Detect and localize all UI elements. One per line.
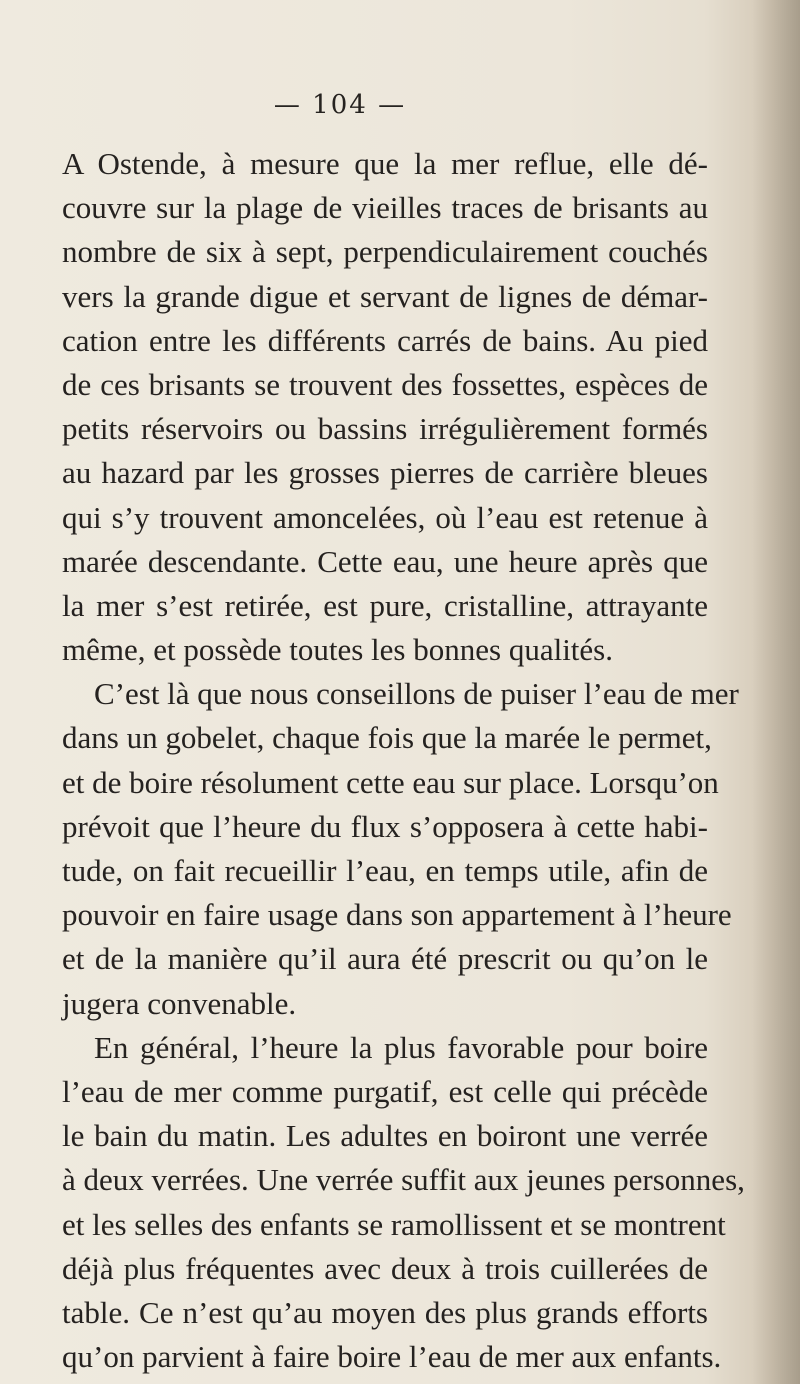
text-line: qui s’y trouvent amoncelées, où l’eau est retenue à bbox=[62, 499, 708, 535]
text-line: petits réservoirs ou bassins irrégulièrement formés bbox=[62, 411, 708, 447]
text-line: jugera convenable. bbox=[62, 985, 297, 1021]
text-line: l’eau de mer comme purgatif, est celle qui précède bbox=[62, 1073, 708, 1109]
page-number: — 104 — bbox=[273, 90, 407, 120]
text-line: couvre sur la plage de vieilles traces de brisants au bbox=[62, 190, 708, 226]
page-edge-shadow bbox=[752, 0, 800, 1384]
text-line: vers la grande digue et servant de lignes de démar- bbox=[62, 278, 708, 314]
text-line: marée descendante. Cette eau, une heure après que bbox=[62, 543, 708, 579]
text-line: et de la manière qu’il aura été prescrit ou qu’on le bbox=[62, 941, 708, 977]
text-line: cation entre les différents carrés de bains. Au pied bbox=[62, 322, 708, 358]
text-line: pouvoir en faire usage dans son appartement à l’heure bbox=[62, 897, 732, 933]
text-line: et les selles des enfants se ramollissent et se montrent bbox=[62, 1206, 726, 1242]
text-line: prévoit que l’heure du flux s’opposera à cette habi- bbox=[62, 808, 708, 844]
text-line: A Ostende, à mesure que la mer reflue, elle dé- bbox=[62, 146, 708, 181]
paragraph-1 bbox=[62, 142, 708, 672]
text-line: la mer s’est retirée, est pure, cristalline, attrayante bbox=[62, 587, 708, 623]
text-line: le bain du matin. Les adultes en boiront une verrée bbox=[62, 1118, 708, 1154]
text-line: et de boire résolument cette eau sur place. Lorsqu’on bbox=[62, 764, 719, 800]
paragraph-3 bbox=[62, 1026, 745, 1380]
text-line: En général, l’heure la plus favorable pour boire bbox=[94, 1029, 708, 1065]
text-line: tude, on fait recueillir l’eau, en temps utile, afin de bbox=[62, 853, 708, 888]
paragraph-2 bbox=[62, 672, 739, 1026]
text-line: table. Ce n’est qu’au moyen des plus grands efforts bbox=[62, 1294, 708, 1330]
text-line: nombre de six à sept, perpendiculairement couchés bbox=[62, 234, 708, 270]
text-line: de ces brisants se trouvent des fossettes, espèces de bbox=[62, 366, 708, 402]
text-line: déjà plus fréquentes avec deux à trois cuillerées de bbox=[62, 1250, 708, 1286]
text-line: même, et possède toutes les bonnes qualités. bbox=[62, 632, 613, 668]
text-line: au hazard par les grosses pierres de carrière bleues bbox=[62, 455, 708, 491]
text-line: C’est là que nous conseillons de puiser l’eau de mer bbox=[94, 676, 739, 712]
text-line: qu’on parvient à faire boire l’eau de mer aux enfants. bbox=[62, 1339, 722, 1375]
text-line: dans un gobelet, chaque fois que la marée le permet, bbox=[62, 720, 712, 756]
body-text bbox=[62, 142, 745, 1379]
text-line: à deux verrées. Une verrée suffit aux jeunes personnes, bbox=[62, 1162, 745, 1198]
